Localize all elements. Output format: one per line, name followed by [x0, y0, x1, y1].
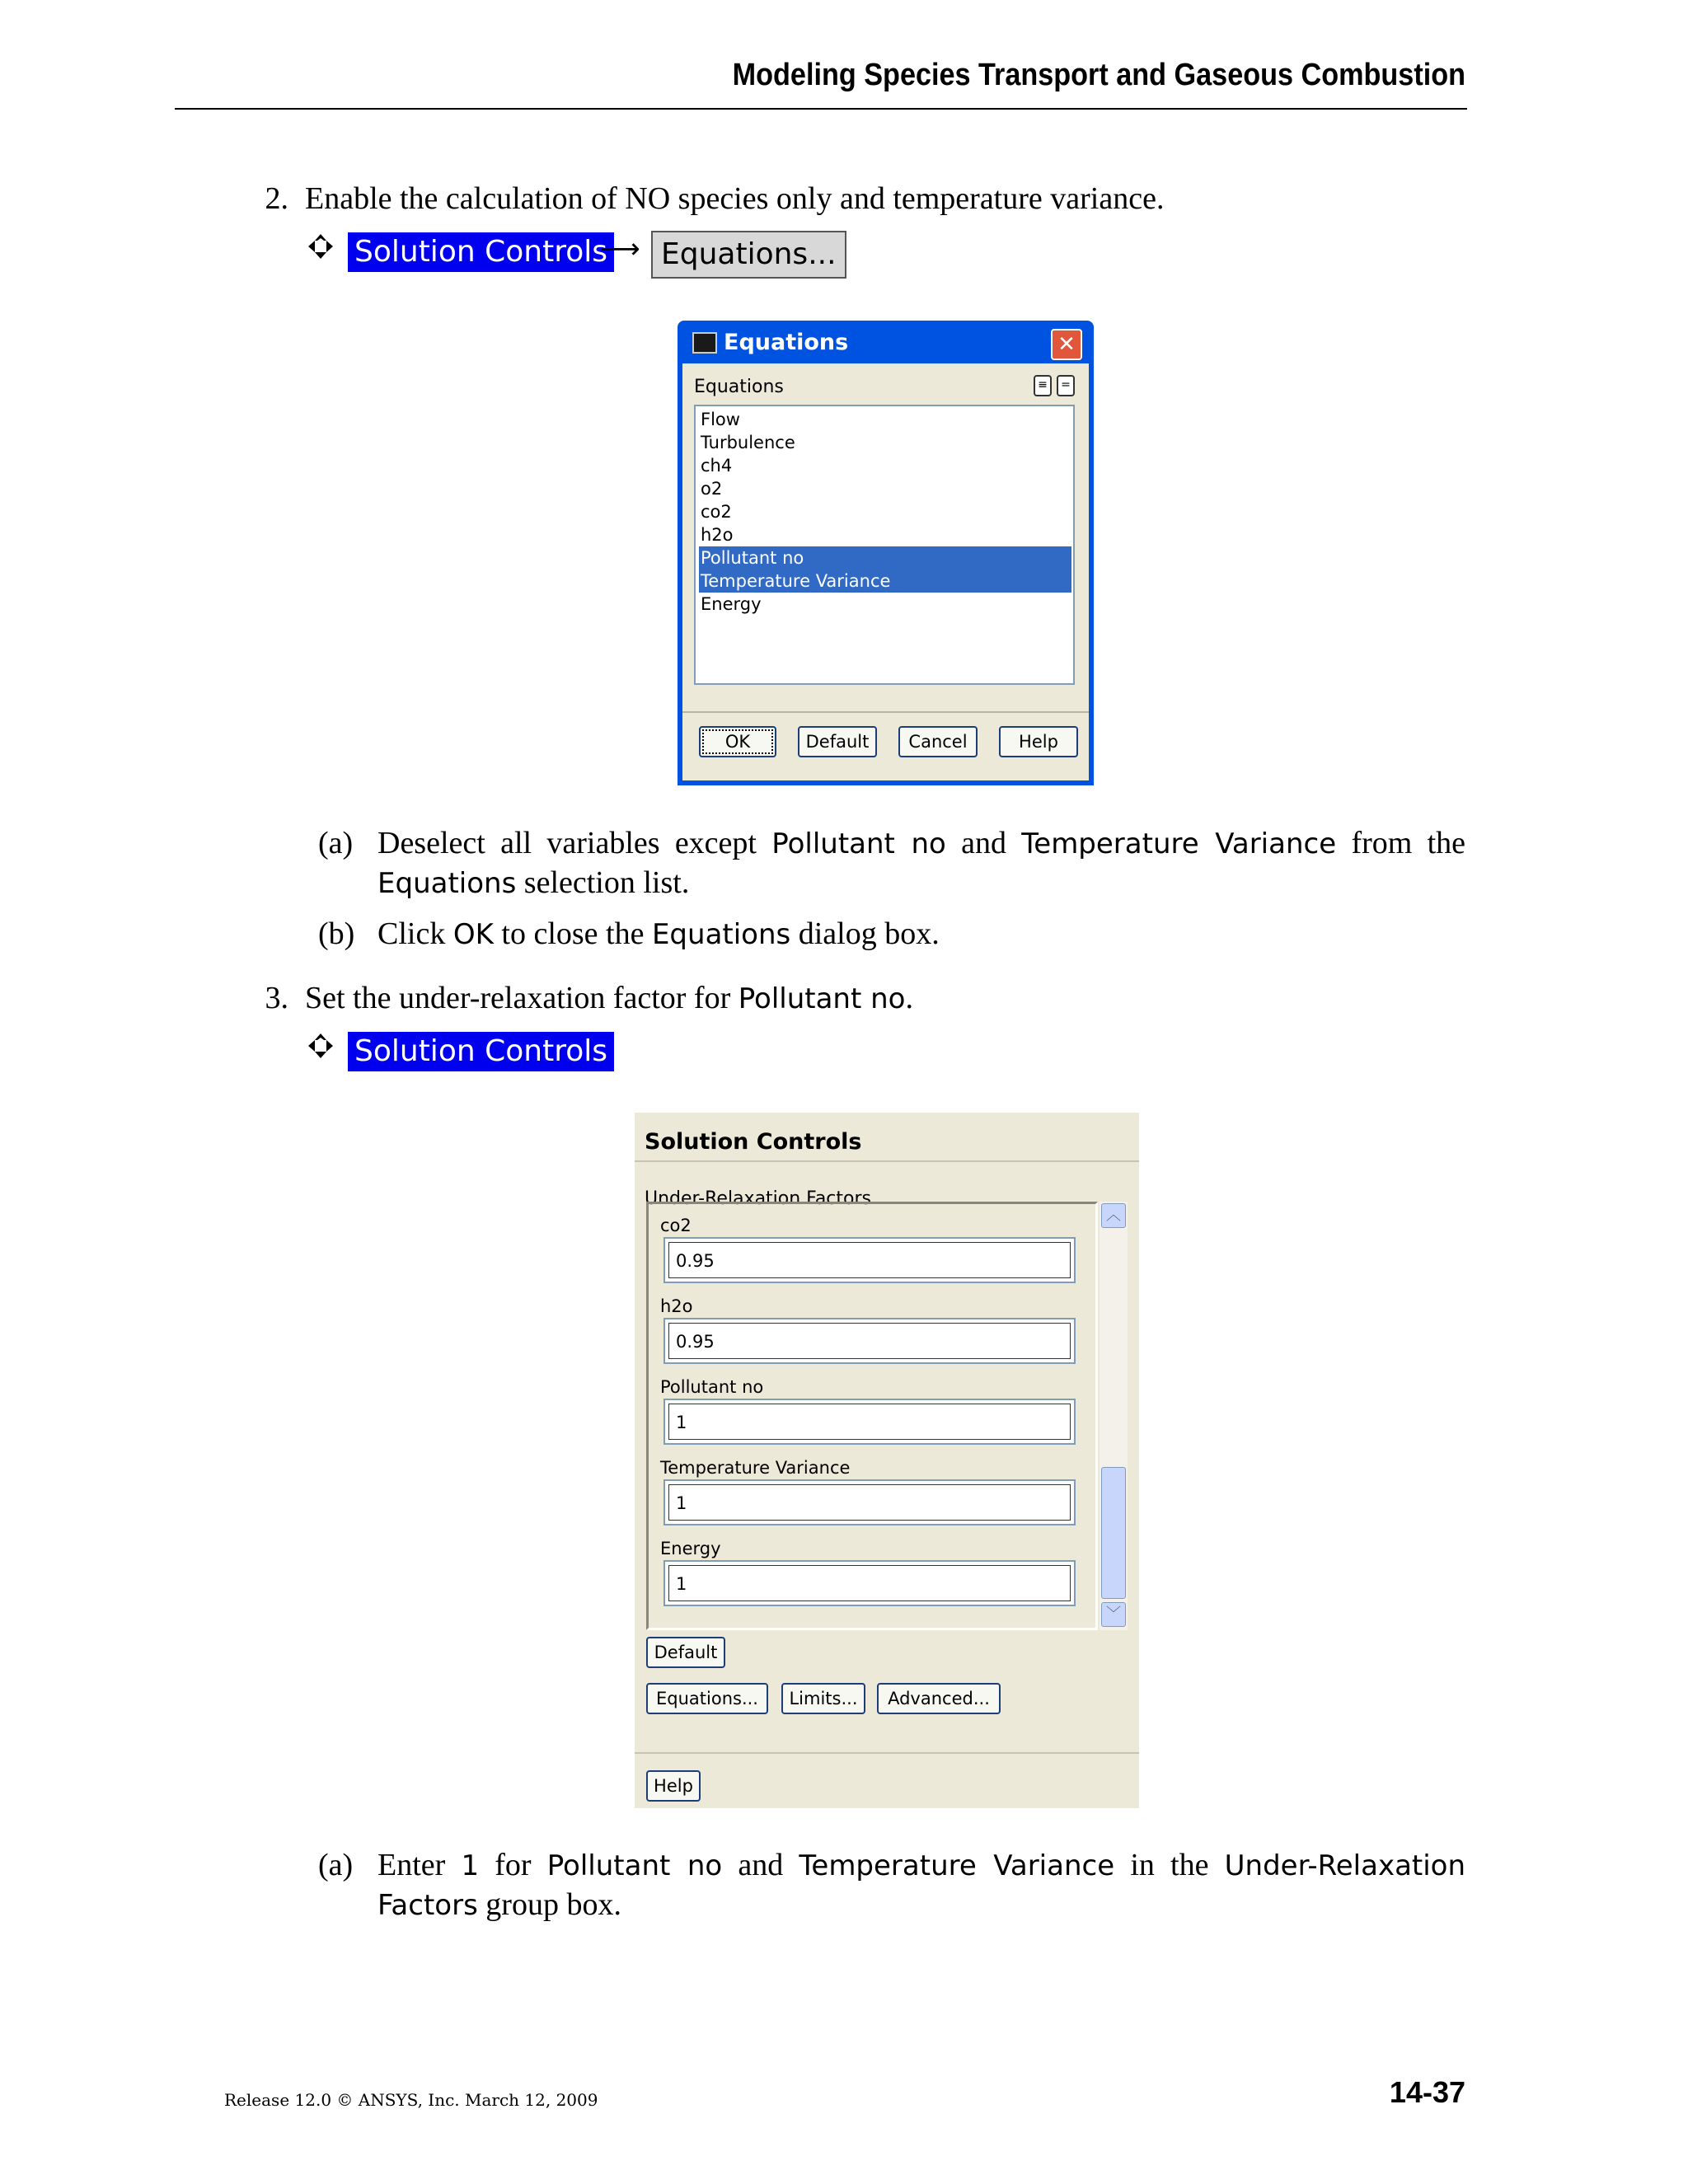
step-2-text: Enable the calculation of NO species only and temperature variance.: [305, 181, 1165, 216]
temperature-variance-input[interactable]: 1: [663, 1479, 1076, 1526]
h2o-input[interactable]: 0.95: [663, 1318, 1076, 1364]
divider: [682, 711, 1089, 713]
equations-nav-button[interactable]: Equations...: [651, 231, 846, 279]
energy-input[interactable]: 1: [663, 1560, 1076, 1606]
step-2a-line2: Equations selection list.: [377, 865, 690, 900]
app-icon: [692, 332, 717, 354]
list-item[interactable]: Energy: [701, 594, 762, 614]
group-label: Under-Relaxation Factors: [645, 1188, 871, 1209]
dialog-title: Equations: [724, 330, 849, 355]
nav-arrow: ⟶: [600, 232, 640, 265]
field-label: Temperature Variance: [660, 1458, 851, 1478]
list-item[interactable]: Flow: [701, 410, 740, 429]
field-label: Energy: [660, 1539, 721, 1558]
pollutant-no-input[interactable]: 1: [663, 1399, 1076, 1445]
solution-controls-link[interactable]: Solution Controls: [348, 1032, 614, 1071]
step-3a-label: (a): [318, 1848, 354, 1882]
ok-button[interactable]: OK: [699, 726, 776, 757]
list-item[interactable]: h2o: [701, 525, 734, 545]
divider: [635, 1752, 1139, 1754]
equations-button[interactable]: Equations...: [646, 1683, 768, 1714]
step-2b-text: Click OK to close the Equations dialog box.: [377, 916, 940, 951]
under-relaxation-group: [646, 1202, 1098, 1630]
help-button[interactable]: Help: [999, 726, 1078, 757]
footer-release: Release 12.0 © ANSYS, Inc. March 12, 2009: [224, 2090, 598, 2110]
list-item[interactable]: ch4: [701, 456, 733, 476]
solution-controls-panel: [635, 1113, 1139, 1808]
list-item-selected[interactable]: Pollutant no: [699, 546, 1071, 569]
scroll-down-icon[interactable]: ﹀: [1101, 1602, 1126, 1627]
step-2-number: 2.: [265, 181, 288, 216]
navigation-icon: [307, 232, 335, 260]
solution-controls-link[interactable]: Solution Controls: [348, 232, 614, 272]
page-header: Modeling Species Transport and Gaseous Combustion: [732, 58, 1465, 92]
field-label: Pollutant no: [660, 1377, 764, 1397]
scroll-up-icon[interactable]: ︿: [1101, 1203, 1126, 1228]
help-button[interactable]: Help: [646, 1770, 701, 1802]
step-3a-line2: Factors group box.: [377, 1887, 621, 1922]
default-button[interactable]: Default: [798, 726, 877, 757]
list-item[interactable]: co2: [701, 502, 732, 522]
dialog-titlebar: [682, 324, 1087, 362]
equations-list: [694, 405, 1075, 685]
navigation-icon: [307, 1032, 335, 1060]
step-3-number: 3.: [265, 981, 288, 1015]
cancel-button[interactable]: Cancel: [898, 726, 978, 757]
step-2a-line1: Deselect all variables except Pollutant no and Temperature Variance from the: [377, 826, 1466, 860]
step-3a-line1: Enter 1 for Pollutant no and Temperature Variance in the Under-Relaxation: [377, 1848, 1466, 1882]
step-2b-label: (b): [318, 916, 355, 951]
list-item-selected[interactable]: Temperature Variance: [699, 569, 1071, 593]
deselect-all-icon[interactable]: =: [1057, 375, 1075, 396]
scroll-thumb[interactable]: [1101, 1467, 1126, 1599]
scrollbar[interactable]: [1100, 1202, 1128, 1630]
list-item[interactable]: Turbulence: [701, 433, 795, 452]
advanced-button[interactable]: Advanced...: [877, 1683, 1001, 1714]
page-number: 14-37: [1389, 2075, 1465, 2109]
divider: [635, 1160, 1139, 1162]
panel-title: Solution Controls: [645, 1129, 862, 1155]
field-label: h2o: [660, 1296, 693, 1316]
default-button[interactable]: Default: [646, 1637, 725, 1668]
equations-dialog: [678, 321, 1094, 785]
close-icon[interactable]: ✕: [1051, 329, 1082, 360]
equations-list-label: Equations: [694, 377, 784, 397]
field-label: co2: [660, 1216, 692, 1235]
list-item[interactable]: o2: [701, 479, 723, 499]
dialog-body: [682, 363, 1089, 780]
select-all-icon[interactable]: ≡: [1034, 375, 1052, 396]
limits-button[interactable]: Limits...: [781, 1683, 865, 1714]
step-3-text: Set the under-relaxation factor for Pollutant no.: [305, 981, 913, 1015]
co2-input[interactable]: 0.95: [663, 1237, 1076, 1283]
step-2a-label: (a): [318, 826, 354, 860]
header-rule: [175, 108, 1467, 110]
